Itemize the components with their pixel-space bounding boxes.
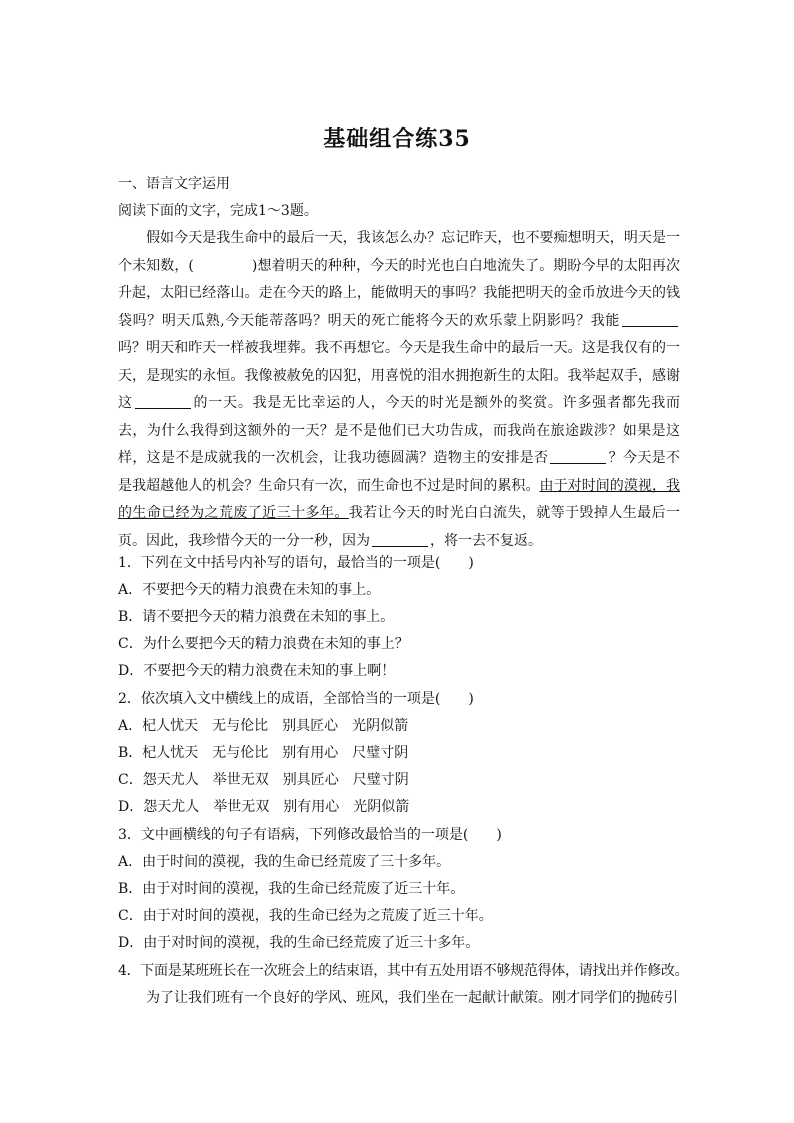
section-heading: 一、语言文字运用 — [118, 176, 230, 192]
question-3-option-c: C．由于对时间的漠视，我的生命已经为之荒废了近三十年。 — [118, 908, 493, 924]
fill-blank-4 — [372, 532, 428, 547]
page-title: 基础组合练35 — [323, 126, 471, 152]
question-1-option-b: B．请不要把今天的精力浪费在未知的事上。 — [118, 609, 395, 625]
instruction-text: 阅读下面的文字，完成1～3题。 — [118, 203, 318, 219]
question-2-option-d: D．怨天尤人 举世无双 别有用心 光阴似箭 — [118, 799, 410, 815]
underlined-sentence: 由于对时间的漠视，我的生命已经为之荒废了近三十多年。 — [118, 477, 681, 521]
question-2-option-b: B．杞人忧天 无与伦比 别有用心 尺璧寸阴 — [118, 745, 409, 761]
question-2-stem: 2．依次填入文中横线上的成语，全部恰当的一项是( ) — [118, 691, 474, 707]
reading-passage: 假如今天是我生命中的最后一天，我该怎么办？忘记昨天，也不要痴想明天，明天是一个未知数，( )想着明天的种种，今天的时光也白白地流失了。期盼今早的太阳再次升起，太阳已经落山。走在今天的路上，能做明天的事吗？我能把明天的金币放进今天的钱袋吗？明天瓜熟,今天能蒂落吗？明天的死亡能将今天的欢乐蒙上阴影吗？我能吗？明天和昨天一样被我埋葬。我不再想它。今天是我生命中的最后一天。这是我仅有的一天，是现实的永恒。我像被赦免的囚犯，用喜悦的泪水拥抱新生的太阳。我举起双手，感谢这 的一天。我是无比幸运的人，今天的时光是额外的奖赏。许多强者都先我而去，为什么我得到这额外的一天？是不是他们已大功告成，而我尚在旅途跋涉？如果是这样，这是不是成就我的一次机会，让我功德圆满？造物主的安排是否 ？今天是不是我超越他人的机会？生命只有一次，而生命也不过是时间的累积。由于对时间的漠视，我的生命已经为之荒废了近三十多年。我若让今天的时光白白流失，就等于毁掉人生最后一页。因此，我珍惜今天的一分一秒，因为 ，将一去不复返。 — [118, 230, 681, 549]
question-2-option-c: C．怨天尤人 举世无双 别具匠心 尺璧寸阴 — [118, 772, 409, 788]
fill-blank-1 — [622, 312, 678, 327]
question-2-option-a: A．杞人忧天 无与伦比 别具匠心 光阴似箭 — [118, 718, 409, 734]
fill-blank-2 — [135, 394, 191, 409]
fill-blank-3 — [550, 449, 606, 464]
question-3-option-d: D．由于对时间的漠视，我的生命已经荒废了近三十多年。 — [118, 935, 480, 951]
question-4-text: 为了让我们班有一个良好的学风、班风，我们坐在一起献计献策。刚才同学们的抛砖引 — [146, 990, 678, 1006]
question-3-stem: 3．文中画横线的句子有语病，下列修改最恰当的一项是( ) — [118, 827, 502, 843]
question-1-option-c: C．为什么要把今天的精力浪费在未知的事上？ — [118, 636, 409, 652]
question-4-stem: 4．下面是某班班长在一次班会上的结束语，其中有五处用语不够规范得体，请找出并作修改。 — [118, 963, 689, 979]
question-3-option-b: B．由于对时间的漠视，我的生命已经荒废了近三十年。 — [118, 881, 465, 897]
question-3-option-a: A．由于时间的漠视，我的生命已经荒废了三十多年。 — [118, 854, 451, 870]
question-1-option-d: D．不要把今天的精力浪费在未知的事上啊！ — [118, 663, 396, 679]
question-1-option-a: A．不要把今天的精力浪费在未知的事上。 — [118, 582, 381, 598]
question-1-stem: 1．下列在文中括号内补写的语句，最恰当的一项是( ) — [118, 555, 474, 571]
